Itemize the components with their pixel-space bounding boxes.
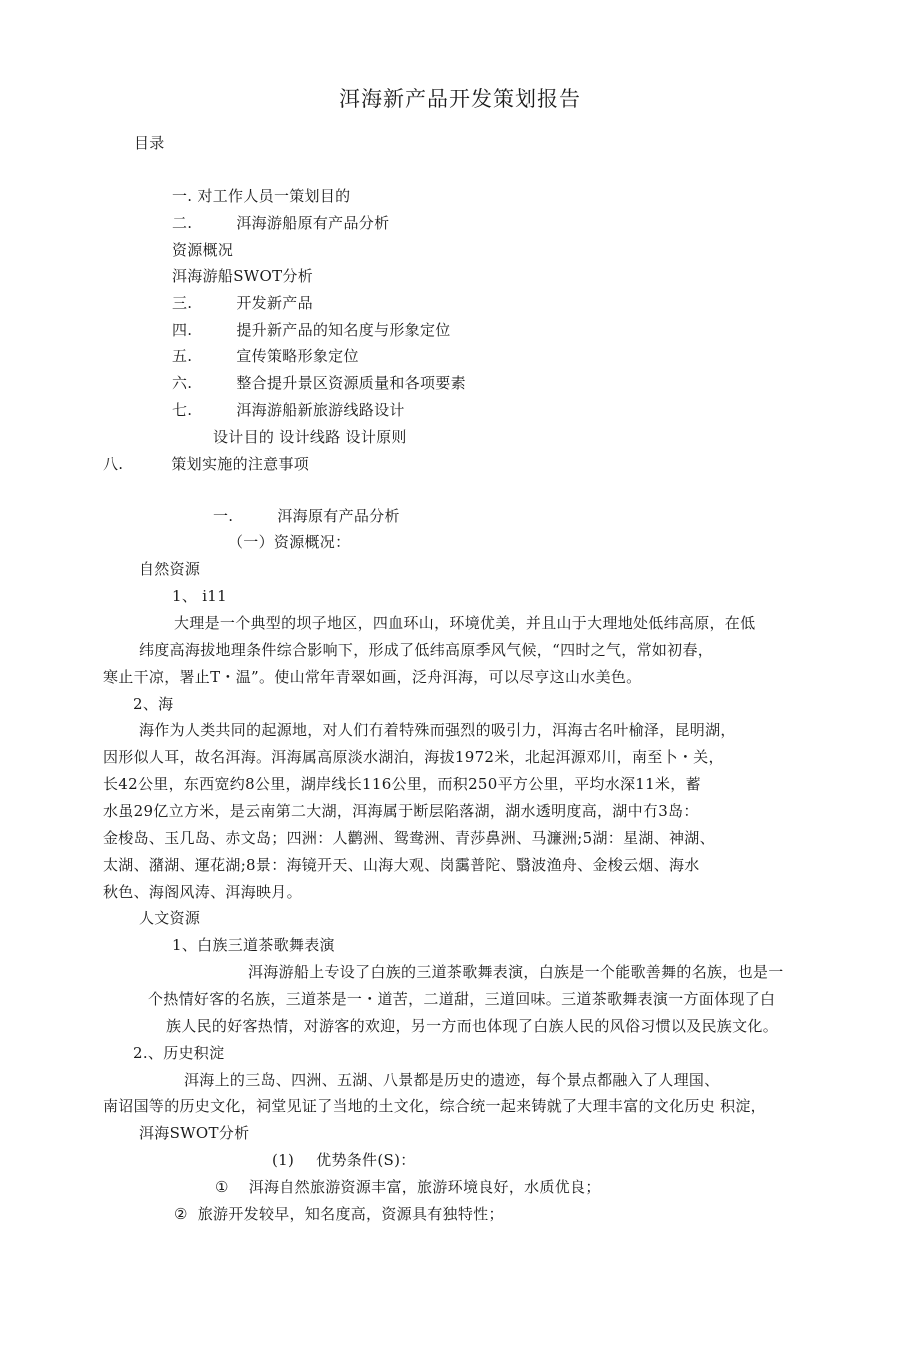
section-heading [213,506,400,526]
paragraph-line: 族人民的好客热情，对游客的欢迎，另一方而也体现了白族人民的风俗习惯以及民族文化。 [166,1017,779,1035]
toc-item [213,427,407,447]
toc-item [172,240,233,260]
paragraph-line: 洱海上的三岛、四洲、五湖、八景都是历史的遗迹，每个景点都融入了人理国、 [184,1071,720,1089]
toc-item-text: 洱海游船新旅游线路设计 [236,401,405,419]
toc-item [172,346,359,366]
strength-num: (1) [272,1151,295,1169]
strength-title: 优势条件(S)： [316,1151,416,1169]
toc-item [172,373,466,393]
section-title: 洱海原有产品分析 [277,507,400,525]
swot-heading: 洱海SWOT分析 [139,1124,250,1142]
paragraph-line: 太湖、潴湖、運花湖;8景：海镜开天、山海大观、岗靄普陀、翳波渔舟、金梭云烟、海水 [103,856,700,874]
paragraph-line: 个热情好客的名族，三道茶是一・道苦，二道甜，三道回味。三道茶歌舞表演一方面体现了白 [148,990,776,1008]
paragraph-line: 金梭岛、玉几岛、赤文岛；四洲：人鹳洲、鸳鸯洲、青莎鼻洲、马濂洲;5湖：星湖、神湖、 [103,829,715,847]
paragraph-line: 长42公里，东西宽约8公里，湖岸线长116公里，而积250平方公里，平均水深11米，蓄 [103,775,701,793]
toc-item [172,186,350,206]
subsection-heading: （一）资源概况： [228,533,351,551]
strength-heading [272,1150,416,1170]
paragraph-line: 海作为人类共同的起源地，对人们冇着特殊而强烈的吸引力，洱海古名叶榆泽，昆明湖， [139,721,736,739]
section-num: 一. [213,507,234,525]
paragraph-line: 洱海游船上专设了白族的三道茶歌舞表演，白族是一个能歌善舞的名族，也是一 [248,963,784,981]
document-title: 洱海新产品开发策划报告 [339,87,581,111]
toc-item-text: 设计目的 设计线路 设计原则 [213,428,407,446]
toc-item [172,293,313,313]
strength-point [215,1177,601,1197]
history-item-label: 2.、历史积淀 [133,1044,225,1062]
toc-item-text: 整合提升景区资源质量和各项要素 [236,374,466,392]
toc-item-text: 洱海游船SWOT分析 [172,267,313,285]
toc-item-num: 二. [172,214,193,232]
mountain-item-label: 1、 i11 [172,587,227,605]
toc-item [103,454,309,474]
toc-item-text: 策划实施的注意事项 [171,455,310,473]
paragraph-line: 南诏国等的历史文化，祠堂见证了当地的土文化，综合统一起来铸就了大理丰富的文化历史 积淀， [103,1097,766,1115]
toc-item [172,320,451,340]
toc-item-text: 提升新产品的知名度与形象定位 [236,321,451,339]
toc-item-num: 六. [172,374,193,392]
paragraph-line: 因形似人耳，故名洱海。洱海属高原淡水湖泊，海拔1972米，北起洱源邓川，南至卜・关， [103,748,724,766]
strength-point [174,1204,504,1224]
toc-item [172,213,389,233]
paragraph-line: 纬度高海拔地理条件综合影响下，形成了低纬高原季风气候，“四时之气，常如初春， [139,641,714,659]
paragraph-line: 水虽29亿立方米，是云南第二大湖，洱海属于断层陷落湖，湖水透明度高，湖中冇3岛： [103,802,699,820]
toc-item [172,266,313,286]
point-text: 洱海自然旅游资源丰富，旅游环境良好，水质优良； [248,1178,601,1196]
toc-item-num: 八. [103,455,124,473]
toc-item-text: 宣传策略形象定位 [236,347,359,365]
point-marker: ① [215,1178,229,1196]
toc-item-num: 五. [172,347,193,365]
paragraph-line: 大理是一个典型的坝子地区，四血环山，环境优美，并且山于大理地处低纬高原，在低 [174,614,756,632]
point-marker: ② [174,1205,188,1223]
paragraph-line: 寒止干凉，署止T・温”。使山常年青翠如画，泛舟洱海，可以尽亨这山水美色。 [103,668,642,686]
toc-heading: 目录 [134,134,165,152]
paragraph-line: 秋色、海阁风涛、洱海映月。 [103,883,302,901]
toc-item-num: 一. [172,187,193,205]
toc-item [172,400,405,420]
toc-item-text: 洱海游船原有产品分析 [236,214,390,232]
sea-item-label: 2、海 [133,695,174,713]
toc-item-text: 资源概况 [172,241,234,259]
toc-item-text: 对工作人员一策划目的 [197,187,351,205]
cultural-resources-heading: 人文资源 [139,909,201,927]
toc-item-num: 三. [172,294,193,312]
toc-item-num: 四. [172,321,193,339]
point-text: 旅游开发较早，知名度高，资源具有独特性； [197,1205,504,1223]
natural-resources-heading: 自然资源 [139,560,201,578]
toc-item-text: 开发新产品 [236,294,313,312]
tea-dance-item-label: 1、白族三道茶歌舞表演 [172,936,335,954]
toc-item-num: 七. [172,401,193,419]
